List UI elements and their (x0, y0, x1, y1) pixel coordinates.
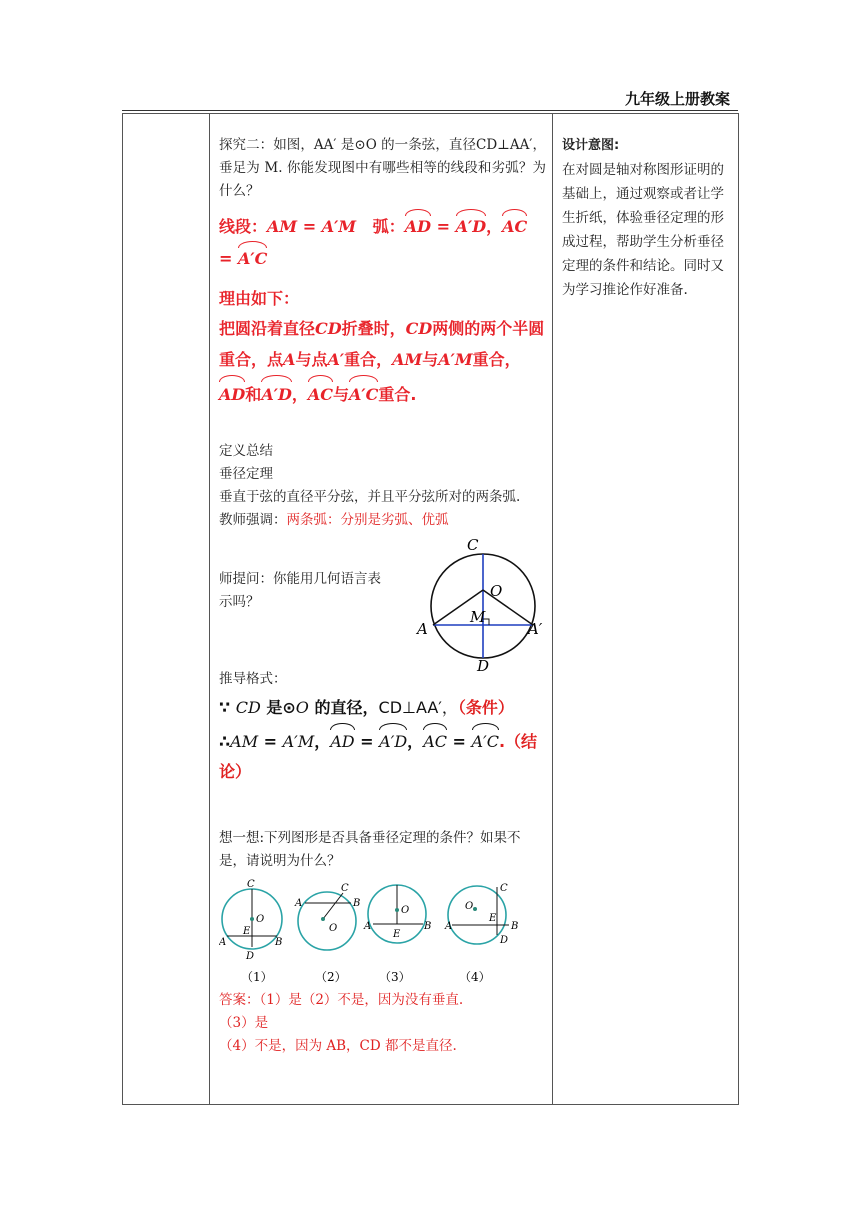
derivation-formula (219, 693, 546, 787)
f1-label: B (275, 937, 283, 948)
label-a: A (417, 620, 428, 638)
label-o: O (490, 582, 503, 600)
f-arc-ac: AC (423, 723, 447, 757)
reason-arc-a1d: A′D (261, 375, 292, 410)
f2-label: C (341, 883, 349, 894)
f1-caption: （1） (241, 970, 273, 984)
f-comma: ， (314, 732, 331, 751)
label-d: D (477, 657, 490, 672)
reason-part: 与 (422, 350, 439, 369)
header-rule (122, 110, 738, 111)
f-am: AM (230, 732, 259, 751)
f-conclusion: .（结论） (219, 732, 538, 781)
reason-a1m: A′M (438, 350, 473, 369)
seg-eq: = (297, 217, 322, 236)
f3-label: A (364, 921, 372, 932)
explore-prompt: 探究二：如图，AA′ 是⊙O 的一条弦，直径CD⊥AA′，垂足为 M. 你能发现图中有哪些相等的线段和劣弧？为什么？ (219, 137, 546, 199)
reason-arc-ac: AC (308, 375, 333, 410)
arc-label: 弧： (372, 217, 405, 236)
f1-label: C (247, 879, 255, 890)
arc-eq-1: = (431, 217, 456, 236)
teacher-question: 师提问：你能用几何语言表示吗？ (219, 571, 381, 610)
f-comma: ， (407, 732, 424, 751)
f3-caption: （3） (379, 970, 411, 984)
seg-am: AM (267, 217, 298, 236)
arc-ad: AD (405, 209, 431, 241)
reason-a: A (283, 350, 296, 369)
derivation-label: 推导格式： (219, 671, 287, 687)
f-perp: CD⊥AA′， (378, 698, 458, 717)
f-eq: = (446, 732, 472, 751)
think-prompt: 想一想:下列图形是否具备垂径定理的条件？如果不是，请说明为什么？ (219, 830, 521, 869)
reason-part: 折叠时， (341, 319, 406, 338)
since-symbol: ∵ (219, 698, 231, 717)
reason-part: 两侧的两个半圆重合，点 (219, 319, 545, 369)
reason-part: 重合， (344, 350, 393, 369)
arc-a1c: A′C (238, 241, 267, 273)
f-condition: （条件） (457, 698, 514, 717)
design-intent-text: 在对圆是轴对称图形证明的基础上，通过观察或者让学生折纸，体验垂径定理的形成过程，帮助学生分析垂径定理的条件和结论。同时又为学习推论作好准备. (562, 162, 724, 298)
f-o: O (295, 698, 309, 717)
reason-arc-a1c: A′C (349, 375, 378, 410)
answer-block (219, 209, 546, 410)
reason-am: AM (392, 350, 423, 369)
small-figures-svg (219, 879, 546, 989)
f-cd: CD (235, 698, 261, 717)
arc-a1d: A′D (456, 209, 487, 241)
f-eq: = (354, 732, 380, 751)
main-content-cell (219, 134, 546, 1058)
figure-2-circle (298, 892, 356, 950)
arc-ac: AC (502, 209, 527, 241)
reason-part: 与 (333, 385, 350, 404)
f-arc-a1d: A′D (379, 723, 407, 757)
figure-2-center (321, 917, 325, 921)
f3-label: B (424, 921, 432, 932)
f-is: 是⊙ (266, 698, 296, 717)
f1-label: A (219, 937, 227, 948)
f1-label: D (246, 951, 255, 962)
design-intent-title: 设计意图: (562, 138, 620, 153)
theorem-name: 垂径定理 (219, 466, 273, 482)
formula-line-1 (219, 693, 546, 723)
f3-label: O (401, 905, 410, 916)
answer-text-block (219, 989, 546, 1058)
arc-comma: ， (486, 217, 503, 236)
reason-part: 重合， (472, 350, 521, 369)
figure-3 (363, 885, 431, 984)
figure-4-center (473, 907, 477, 911)
f1-label: E (243, 926, 251, 937)
segment-label: 线段： (219, 217, 268, 236)
f-diameter: 的直径， (314, 698, 379, 717)
reason-arc-ad: AD (219, 375, 245, 410)
column-divider-1 (209, 113, 210, 1105)
f2-label: A (295, 898, 303, 909)
reason-part: 把圆沿着直径 (219, 319, 316, 338)
figure-3-center (395, 908, 399, 912)
reason-part: 和 (245, 385, 262, 404)
seg-a1m: A′M (321, 217, 357, 236)
figure-1-center (250, 917, 254, 921)
f4-label: D (500, 935, 509, 946)
reason-a1: A′ (327, 350, 345, 369)
reason-part: ， (291, 385, 308, 404)
teacher-emphasis-label: 教师强调： (219, 512, 287, 528)
definition-block (219, 440, 546, 532)
f-a1m: A′M (282, 732, 315, 751)
reason-text (219, 313, 546, 410)
f3-label: E (393, 929, 401, 940)
f2-label: O (329, 923, 338, 934)
teacher-emphasis (219, 509, 546, 532)
theorem-text: 垂直于弦的直径平分弦，并且平分弦所对的两条弧. (219, 489, 521, 505)
f-arc-a1c: A′C (472, 723, 499, 757)
f4-label: O (465, 901, 474, 912)
f4-label: B (511, 921, 519, 932)
formula-line-2 (219, 723, 546, 787)
circle-figure (415, 538, 555, 672)
label-a1: A′ (528, 620, 543, 638)
answer-line-1: 答案：（1）是（2）不是，因为没有垂直. (219, 992, 464, 1008)
arc-eq-2: = (219, 249, 238, 268)
reason-part: 与点 (295, 350, 328, 369)
figure-4 (444, 883, 518, 984)
answer-line-2: （3）是 (219, 1015, 269, 1031)
reason-cd: CD (405, 319, 433, 338)
figure-2-line-co (323, 893, 343, 919)
equal-parts-line (219, 209, 546, 273)
reason-part: 重合. (378, 385, 417, 404)
small-figures-row (219, 879, 546, 989)
f4-caption: （4） (459, 970, 491, 984)
f2-label: B (353, 898, 361, 909)
f2-caption: （2） (315, 970, 347, 984)
teacher-emphasis-text: 两条弧：分别是劣弧、优弧 (286, 512, 449, 528)
f4-label: C (500, 883, 508, 894)
figure-1 (219, 879, 282, 984)
f4-label: A (445, 921, 453, 932)
answer-line-3: （4）不是，因为 AB，CD 都不是直径. (219, 1038, 457, 1054)
reason-cd: CD (315, 319, 342, 338)
therefore-symbol: ∴ (219, 732, 231, 751)
reason-title: 理由如下： (219, 289, 300, 308)
f1-label: O (256, 914, 265, 925)
figure-2 (294, 883, 360, 984)
f-eq: = (258, 732, 283, 751)
f4-label: E (489, 913, 497, 924)
page-header-title: 九年级上册教案 (624, 90, 730, 108)
label-m: M (470, 608, 486, 626)
definition-summary: 定义总结 (219, 443, 273, 459)
question-row (219, 538, 546, 672)
design-intent-cell (562, 134, 732, 302)
label-c: C (467, 538, 479, 554)
f-arc-ad: AD (330, 723, 354, 757)
